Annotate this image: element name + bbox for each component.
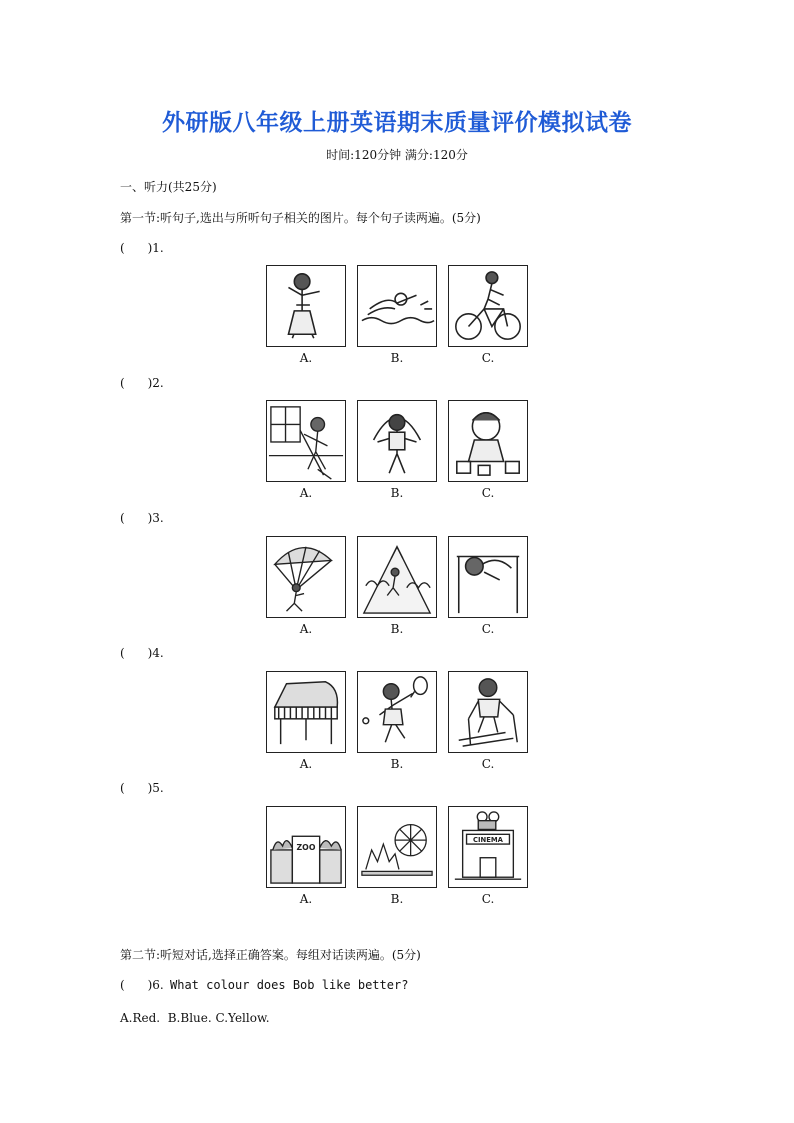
question-6-options: A.Red. B.Blue. C.Yellow. (120, 1011, 270, 1025)
mountain-climbing-picture[interactable] (357, 536, 437, 618)
piano-picture[interactable] (266, 671, 346, 753)
section-heading: 一、听力(共25分) (120, 180, 217, 194)
cinema-sign: CINEMA (473, 836, 503, 845)
cinema-picture[interactable] (448, 806, 528, 888)
part2-instruction: 第二节:听短对话,选择正确答案。每组对话读两遍。(5分) (120, 948, 421, 962)
option-label-a: A. (299, 486, 313, 500)
option-label-c: C. (481, 622, 495, 636)
option-label-a: A. (299, 892, 313, 906)
swimmer-picture[interactable] (357, 265, 437, 347)
girl-playing-tennis-picture[interactable] (357, 671, 437, 753)
question-number-2: ( )2. (120, 376, 164, 390)
question-number-3: ( )3. (120, 511, 164, 525)
option-label-c: C. (481, 757, 495, 771)
cyclist-picture[interactable] (448, 265, 528, 347)
parachuting-picture[interactable] (266, 536, 346, 618)
question-4-options (266, 671, 531, 771)
option-label-c: C. (481, 486, 495, 500)
option-label-b: B. (390, 757, 404, 771)
part1-instruction: 第一节:听句子,选出与所听句子相关的图片。每个句子读两遍。(5分) (120, 211, 481, 225)
martial-arts-boy-picture[interactable] (266, 265, 346, 347)
option-label-a: A. (299, 351, 313, 365)
question-number-1: ( )1. (120, 241, 164, 255)
diving-picture[interactable] (448, 536, 528, 618)
question-number-6: ( )6. (120, 978, 164, 992)
option-label-b: B. (390, 892, 404, 906)
question-5-options (266, 806, 531, 906)
boy-jumping-rope-picture[interactable] (357, 400, 437, 482)
option-label-b: B. (390, 351, 404, 365)
question-2-options (266, 400, 531, 500)
option-label-c: C. (481, 351, 495, 365)
question-number-5: ( )5. (120, 781, 164, 795)
question-1-options (266, 265, 531, 365)
option-label-c: C. (481, 892, 495, 906)
question-6-text: What colour does Bob like better? (170, 978, 409, 992)
zoo-picture[interactable] (266, 806, 346, 888)
zoo-sign: ZOO (296, 842, 316, 852)
boy-sweeping-picture[interactable] (266, 400, 346, 482)
question-3-options (266, 536, 531, 636)
option-label-a: A. (299, 622, 313, 636)
option-label-b: B. (390, 622, 404, 636)
option-label-b: B. (390, 486, 404, 500)
option-label-a: A. (299, 757, 313, 771)
page-title: 外研版八年级上册英语期末质量评价模拟试卷 (162, 110, 632, 136)
boy-with-blocks-picture[interactable] (448, 400, 528, 482)
girl-skiing-picture[interactable] (448, 671, 528, 753)
exam-info: 时间:120分钟 满分:120分 (326, 148, 468, 162)
amusement-park-picture[interactable] (357, 806, 437, 888)
question-number-4: ( )4. (120, 646, 164, 660)
